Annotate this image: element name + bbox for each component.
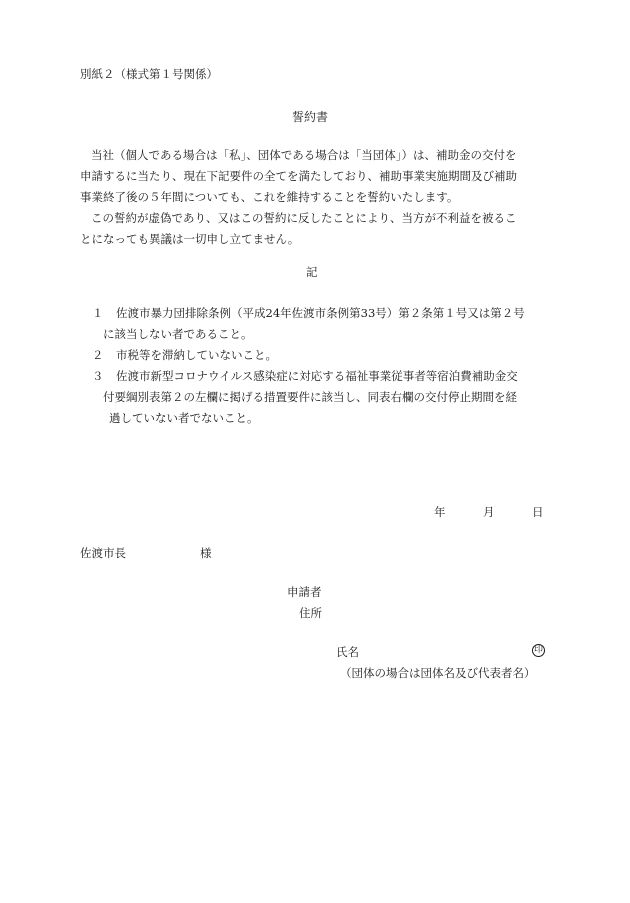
applicant-note: （団体の場合は団体名及び代表者名） <box>340 666 536 680</box>
item-line: 佐渡市暴力団排除条例（平成24年佐渡市条例第33号）第２条第１号又は第２号 <box>116 306 525 320</box>
seal-mark: 印 <box>533 645 543 655</box>
paragraph-line: 当社（個人である場合は「私」、団体である場合は「当団体」）は、補助金の交付を <box>91 148 517 162</box>
addressee-name: 佐渡市長 <box>80 546 126 560</box>
list-item <box>92 345 552 366</box>
addressee-honorific: 様 <box>200 546 212 560</box>
list-item <box>92 366 552 429</box>
paragraph-line: とになっても異議は一切申し立てません。 <box>80 232 300 246</box>
paragraph-line: 申請するに当たり、現在下記要件の全てを満たしており、補助事業実施期間及び補助 <box>80 169 517 183</box>
item-number: ２ <box>92 348 104 362</box>
date-month: 月 <box>483 505 495 519</box>
paragraph-disclaimer <box>80 208 550 250</box>
item-line: 市税等を滞納していないこと。 <box>116 348 277 362</box>
date-day: 日 <box>532 505 544 519</box>
paragraph-line: この誓約が虚偽であり、又はこの誓約に反したことにより、当方が不利益を被るこ <box>91 211 517 225</box>
name-label: 氏名 <box>336 645 359 659</box>
ki-heading: 記 <box>306 265 318 279</box>
item-line: に該当しない者であること。 <box>103 327 253 341</box>
item-line: 過していない者でないこと。 <box>109 411 259 425</box>
form-label: 別紙２（様式第１号関係） <box>80 67 218 81</box>
document-title: 誓約書 <box>292 110 329 124</box>
requirements-list <box>92 303 552 429</box>
item-number: ３ <box>92 369 104 383</box>
date-year: 年 <box>434 505 446 519</box>
paragraph-pledge <box>80 145 550 208</box>
item-number: １ <box>92 306 104 320</box>
list-item <box>92 303 552 345</box>
applicant-label: 申請者 <box>287 585 322 599</box>
item-line: 佐渡市新型コロナウイルス感染症に対応する福祉事業従事者等宿泊費補助金交 <box>116 369 518 383</box>
item-line: 付要綱別表第２の左欄に掲げる措置要件に該当し、同表右欄の交付停止期間を経 <box>103 390 517 404</box>
paragraph-line: 事業終了後の５年間についても、これを維持することを誓約いたします。 <box>80 190 459 204</box>
address-label: 住所 <box>299 606 322 620</box>
